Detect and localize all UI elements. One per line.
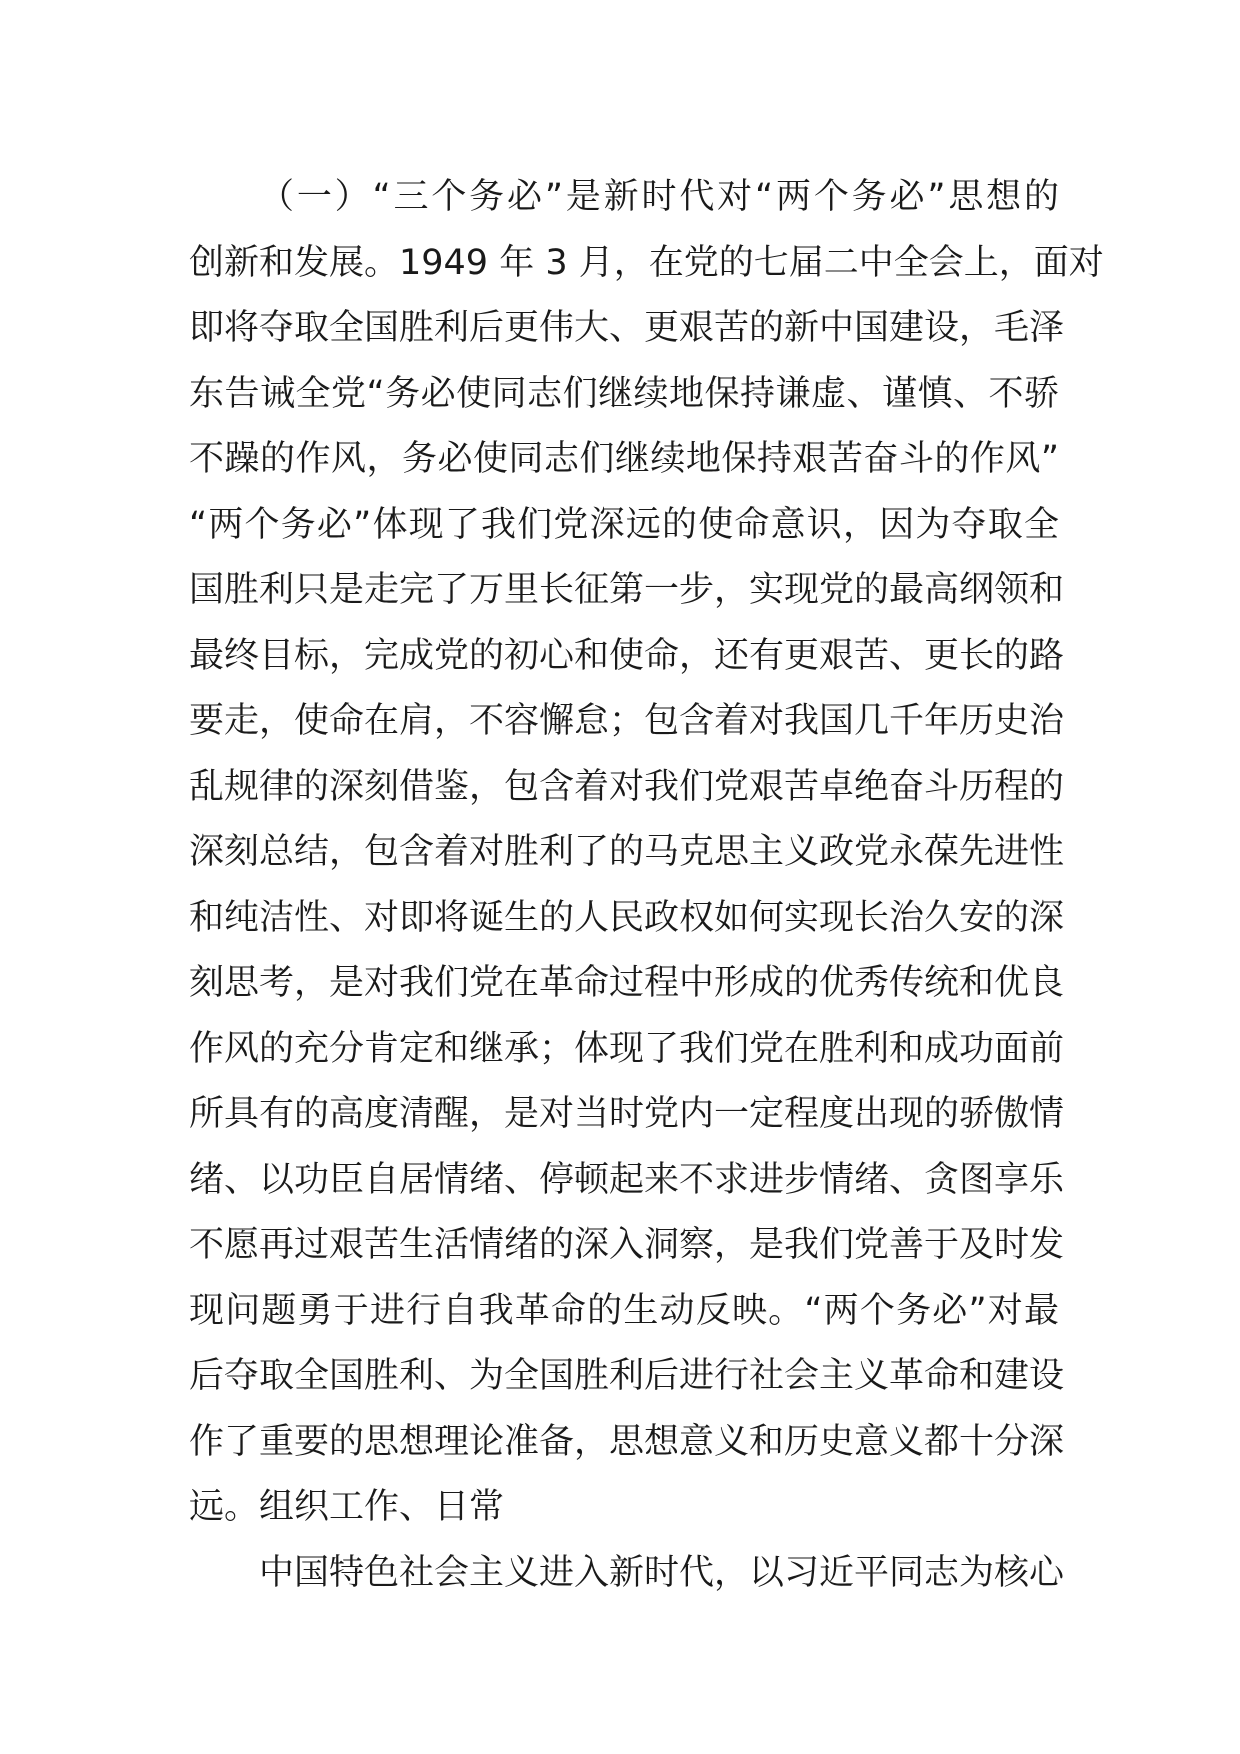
paragraph-1: [189, 165, 1104, 1541]
text-line: 绪、以功臣自居情绪、停顿起来不求进步情绪、贪图享乐: [189, 1159, 1065, 1200]
text-line: 要走，使命在肩，不容懈怠；包含着对我国几千年历史治: [189, 701, 1065, 741]
text-line: 国胜利只是走完了万里长征第一步，实现党的最高纲领和: [189, 570, 1065, 610]
text-line: 最终目标，完成党的初心和使命，还有更艰苦、更长的路: [189, 635, 1065, 676]
text-line: 作风的充分肯定和继承；体现了我们党在胜利和成功面前: [189, 1028, 1065, 1069]
text-line: 不躁的作风，务必使同志们继续地保持艰苦奋斗的作风”: [189, 439, 1059, 479]
text-line: 乱规律的深刻借鉴，包含着对我们党艰苦卓绝奋斗历程的: [189, 766, 1065, 807]
text-line: 中国特色社会主义进入新时代，以习近平同志为核心: [259, 1552, 1065, 1593]
text-line: （一）“三个务必”是新时代对“两个务必”思想的: [259, 177, 1059, 217]
text-line: 所具有的高度清醒，是对当时党内一定程度出现的骄傲情: [189, 1094, 1065, 1134]
text-line: 刻思考，是对我们党在革命过程中形成的优秀传统和优良: [189, 963, 1065, 1003]
text-line: 东告诫全党“务必使同志们继续地保持谦虚、谨慎、不骄: [189, 373, 1059, 414]
text-line: 深刻总结，包含着对胜利了的马克思主义政党永葆先进性: [189, 832, 1065, 872]
text-line: 后夺取全国胜利、为全国胜利后进行社会主义革命和建设: [189, 1356, 1065, 1396]
text-line: 不愿再过艰苦生活情绪的深入洞察，是我们党善于及时发: [189, 1225, 1065, 1265]
text-line: 即将夺取全国胜利后更伟大、更艰苦的新中国建设，毛泽: [189, 308, 1065, 348]
text-line: 作了重要的思想理论准备，思想意义和历史意义都十分深: [189, 1421, 1065, 1462]
text-line: 远。组织工作、日常: [189, 1487, 505, 1527]
text-line: “两个务必”体现了我们党深远的使命意识，因为夺取全: [189, 504, 1059, 545]
paragraph-2: [189, 1541, 1065, 1607]
text-line: 现问题勇于进行自我革命的生动反映。“两个务必”对最: [189, 1290, 1059, 1331]
document-body: [189, 165, 1104, 1606]
text-line: 创新和发展。1949 年 3 月，在党的七届二中全会上，面对: [189, 242, 1104, 283]
text-line: 和纯洁性、对即将诞生的人民政权如何实现长治久安的深: [189, 897, 1065, 938]
